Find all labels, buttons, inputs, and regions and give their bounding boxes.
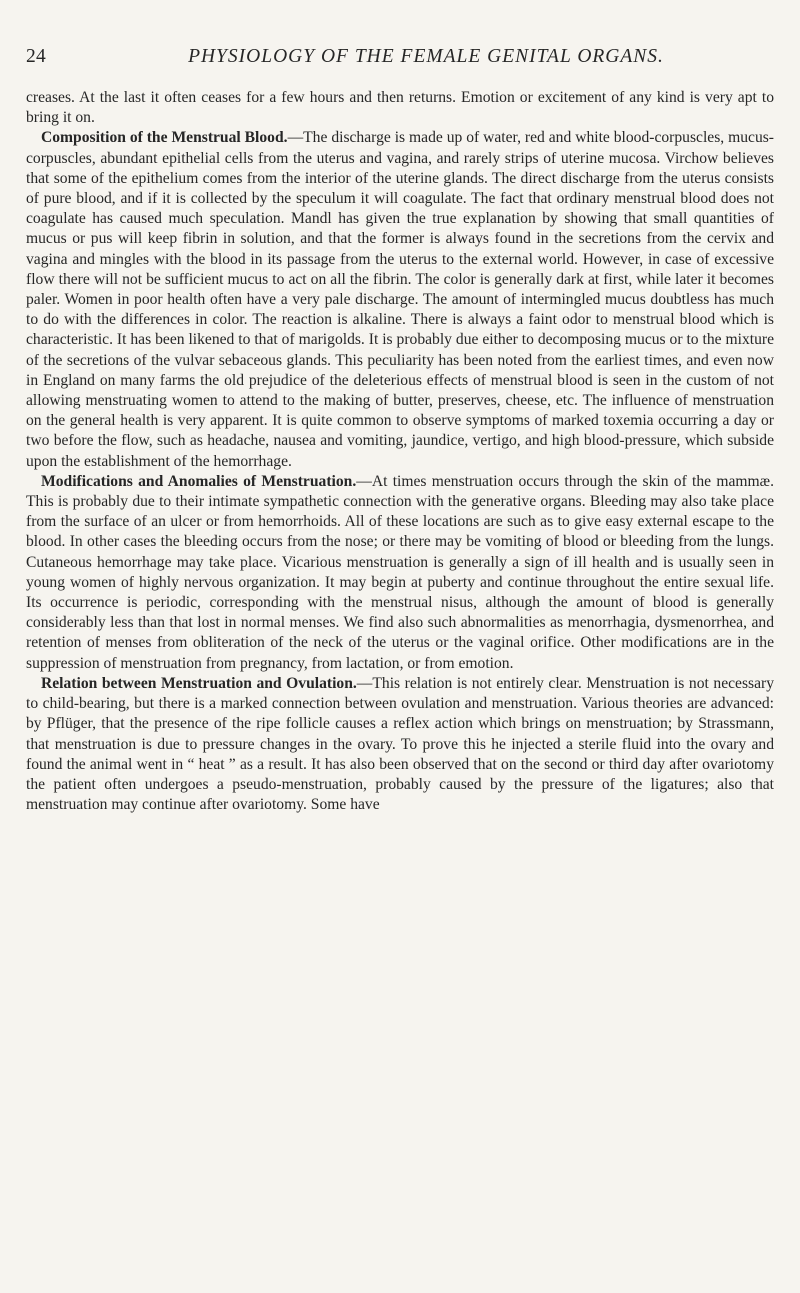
paragraph-text: —This relation is not entirely clear. Menstruation is not necessary to child-bearing, but there is a marked connection between ovulation and menstruation. Various theories are advanced: by Pflüger, that the presence of the ripe follicle causes a reflex action which brings on menstruation; by Strassmann, that menstruation is due to pressure changes in the ovary. To prove this he injected a sterile fluid into the ovary and found the animal went in “ heat ” as a result. It has also been observed that on the second or third day after ovariotomy the patient often undergoes a pseudo-menstruation, probably caused by the pressure of the ligatures; also that menstruation may continue after ovariotomy. Some have: [26, 674, 775, 814]
running-title: PHYSIOLOGY OF THE FEMALE GENITAL ORGANS.: [188, 46, 664, 67]
paragraph-menstrual-blood-composition: [26, 128, 774, 471]
paragraph-text: —The discharge is made up of water, red and white blood-corpuscles, mucus-corpuscles, abundant epithelial cells from the uterus and vagina, and rarely strips of uterine mucosa. Virchow believes that some of the epithelium comes from the interior of the uterine glands. The direct discharge from the uterus consists of pure blood, and if it is collected by the speculum it will coagulate. The fact that ordinary menstrual blood does not coagulate has caused much speculation. Mandl has given the true explanation by showing that small quantities of mucus or pus will keep fibrin in solution, and that the former is always found in the secretions from the cervix and vagina and mingles with the blood in its passage from the uterus to the external world. However, in case of excessive flow there will not be sufficient mucus to act on all the fibrin. The color is generally dark at first, while later it becomes paler. Women in poor health often have a very pale discharge. The amount of intermingled mucus doubtless has much to do with the differences in color. The reaction is alkaline. There is always a faint odor to menstrual blood which is characteristic. It has been likened to that of marigolds. It is probably due either to decomposing mucus or to the mixture of the secretions of the vulvar sebaceous glands. This peculiarity has been noted from the earliest times, and even now in England on many farms the old prejudice of the deleterious effects of menstrual blood is seen in the custom of not allowing menstruating women to attend to the making of butter, preserves, cheese, etc. The influence of menstruation on the general health is very apparent. It is quite common to observe symptoms of marked toxemia occurring a day or two before the flow, such as headache, nausea and vomiting, jaundice, vertigo, and high blood-pressure, which subside upon the establishment of the hemorrhage.: [26, 129, 775, 470]
paragraph-menstruation-ovulation: [26, 674, 774, 815]
paragraph-modifications-anomalies: [26, 472, 774, 674]
section-heading: Relation between Menstruation and Ovulation.: [41, 674, 357, 692]
running-head: [26, 46, 774, 82]
section-heading: Modifications and Anomalies of Menstruation.: [41, 472, 357, 490]
body-text: [26, 88, 774, 815]
paragraph-text: —At times menstruation occurs through the skin of the mammæ. This is probably due to their intimate sympathetic connection with the generative organs. Bleeding may also take place from the surface of an ulcer or from hemorrhoids. All of these locations are such as to give easy external escape to the blood. In other cases the bleeding occurs from the nose; or there may be vomiting of blood or bleeding from the lungs. Cutaneous hemorrhage may take place. Vicarious menstruation is generally a sign of ill health and is usually seen in young women of highly nervous organization. It may begin at puberty and continue throughout the entire sexual life. Its occurrence is periodic, corresponding with the menstrual nisus, although the amount of blood is generally considerably less than that lost in normal menses. We find also such abnormalities as menorrhagia, dysmenorrhea, and retention of menses from obliteration of the neck of the uterus or the vaginal orifice. Other modifications are in the suppression of menstruation from pregnancy, from lactation, or from emotion.: [26, 472, 774, 672]
paragraph-continuation: [26, 88, 774, 128]
paragraph-text: creases. At the last it often ceases for a few hours and then returns. Emotion or excitement of any kind is very apt to bring it on.: [26, 89, 774, 127]
book-page: [26, 46, 774, 815]
page-number: 24: [26, 46, 47, 67]
section-heading: Composition of the Menstrual Blood.: [41, 129, 288, 147]
